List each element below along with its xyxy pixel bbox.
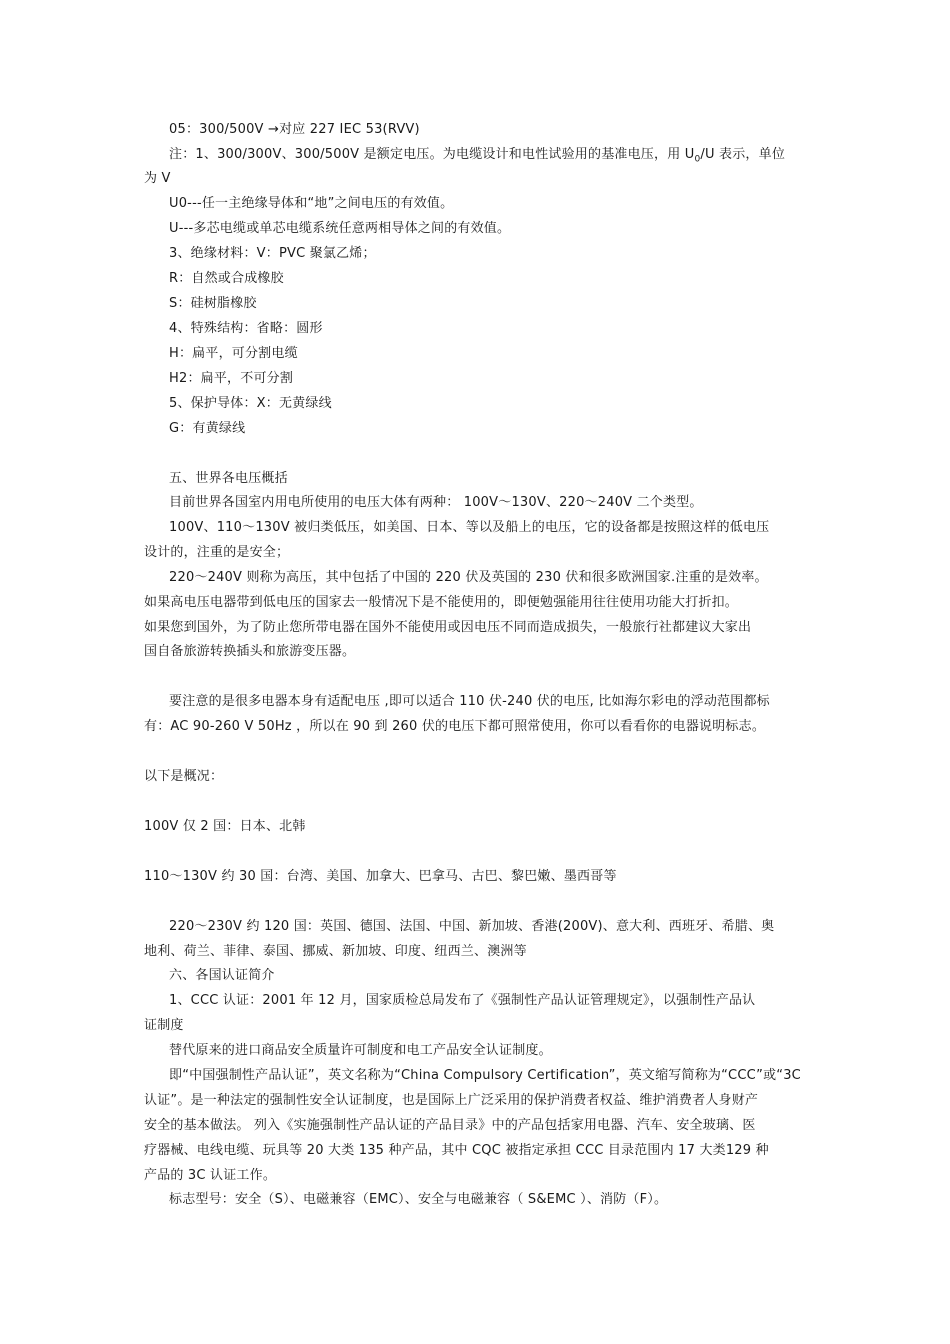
ccc-products-line: 安全的基本做法。 列入《实施强制性产品认证的产品目录》中的产品包括家用电器、汽车、安全玻璃、医 — [144, 1118, 756, 1133]
insulation-s-line: S：硅树脂橡胶 — [169, 296, 257, 311]
note-text-a: 注：1、300/300V、300/500V 是额定电压。为电缆设计和电性试验用的基准电压，用 U — [169, 147, 695, 162]
u0-definition: U0---任一主绝缘导体和“地”之间电压的有效值。 — [169, 196, 454, 211]
ccc-intro-cont: 证制度 — [144, 1018, 184, 1033]
high-voltage-paragraph: 220～240V 则称为高压，其中包括了中国的 220 伏及英国的 230 伏和很多欧洲国家.注重的是效率。 — [169, 570, 768, 585]
adapter-voltage-paragraph: 要注意的是很多电器本身有适配电压 ,即可以适合 110 伏-240 伏的电压, 比如海尔彩电的浮动范围都标 — [169, 694, 770, 709]
insulation-material-line: 3、绝缘材料：V：PVC 聚氯乙烯； — [169, 246, 376, 261]
mark-types-line: 标志型号：安全（S）、电磁兼容（EMC）、安全与电磁兼容（ S&EMC ）、消防（F）。 — [169, 1192, 668, 1207]
section-heading-certification: 六、各国认证简介 — [169, 968, 275, 983]
structure-h-line: H：扁平，可分割电缆 — [169, 346, 298, 361]
note-subscript: 0 — [694, 154, 701, 165]
overview-220-230v-cont: 地利、荷兰、菲律、泰国、挪威、新加坡、印度、纽西兰、澳洲等 — [144, 944, 527, 959]
structure-h2-line: H2：扁平，不可分割 — [169, 371, 294, 386]
special-structure-line: 4、特殊结构：省略：圆形 — [169, 321, 323, 336]
note-text-b: /U 表示，单位 — [700, 147, 786, 162]
travel-advice-line: 如果您到国外，为了防止您所带电器在国外不能使用或因电压不同而造成损失，一般旅行社都建议大家出 — [144, 620, 752, 635]
low-voltage-paragraph-cont: 设计的，注重的是安全； — [144, 545, 290, 560]
overview-100v: 100V 仅 2 国：日本、北韩 — [144, 819, 306, 834]
ccc-work-line: 产品的 3C 认证工作。 — [144, 1168, 277, 1183]
ccc-name-line: 即“中国强制性产品认证”，英文名称为“China Compulsory Certification”，英文缩写简称为“CCC”或“3C — [169, 1068, 801, 1083]
low-voltage-paragraph: 100V、110～130V 被归类低压，如美国、日本、等以及船上的电压，它的设备都是按照这样的低电压 — [169, 520, 770, 535]
overview-220-230v: 220～230V 约 120 国：英国、德国、法国、中国、新加坡、香港(200V)、意大利、西班牙、希腊、奥 — [169, 919, 775, 934]
insulation-r-line: R：自然或合成橡胶 — [169, 271, 284, 286]
conductor-g-line: G：有黄绿线 — [169, 421, 246, 436]
protective-conductor-line: 5、保护导体：X：无黄绿线 — [169, 396, 332, 411]
voltage-types-line: 目前世界各国室内用电所使用的电压大体有两种： 100V～130V、220～240V 二个类型。 — [169, 495, 703, 510]
voltage-code-line: 05：300/500V →对应 227 IEC 53(RVV) — [169, 122, 420, 137]
travel-advice-cont: 国自备旅游转换插头和旅游变压器。 — [144, 644, 356, 659]
note-rated-voltage — [169, 147, 785, 163]
ccc-replacement-line: 替代原来的进口商品安全质量许可制度和电工产品安全认证制度。 — [169, 1043, 552, 1058]
ccc-description-line: 认证”。是一种法定的强制性安全认证制度，也是国际上广泛采用的保护消费者权益、维护消费者人身财产 — [144, 1093, 759, 1108]
ccc-intro-line: 1、CCC 认证：2001 年 12 月，国家质检总局发布了《强制性产品认证管理规定》，以强制性产品认 — [169, 993, 756, 1008]
overview-110-130v: 110～130V 约 30 国：台湾、美国、加拿大、巴拿马、古巴、黎巴嫩、墨西哥等 — [144, 869, 617, 884]
adapter-voltage-cont: 有：AC 90-260 V 50Hz ，所以在 90 到 260 伏的电压下都可照常使用，你可以看看你的电器说明标志。 — [144, 719, 766, 734]
high-voltage-warning: 如果高电压电器带到低电压的国家去一般情况下是不能使用的，即便勉强能用往往使用功能大打折扣。 — [144, 595, 739, 610]
ccc-products-cont: 疗器械、电线电缆、玩具等 20 大类 135 种产品，其中 CQC 被指定承担 CCC 目录范围内 17 大类129 种 — [144, 1143, 769, 1158]
u-definition: U---多芯电缆或单芯电缆系统任意两相导体之间的有效值。 — [169, 221, 511, 236]
overview-heading: 以下是概况： — [144, 769, 224, 784]
section-heading-voltages: 五、世界各电压概括 — [169, 471, 288, 486]
note-unit-line: 为 V — [144, 171, 171, 186]
